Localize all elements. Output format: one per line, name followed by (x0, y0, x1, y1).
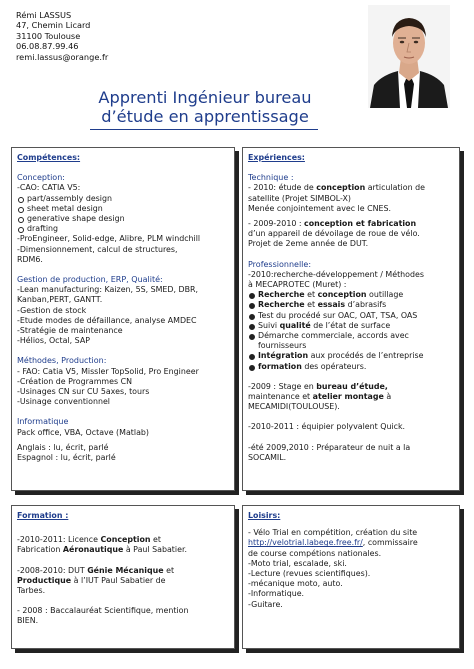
loisir-line: -Moto trial, escalade, ski. (248, 558, 347, 568)
loisir-line (248, 538, 454, 548)
text-span: , commissaire (362, 538, 418, 548)
experience-line: -2010:recherche-développement / Méthodes (248, 269, 424, 279)
formation-section (11, 505, 235, 649)
contact-street: 47, Chemin Licard (16, 20, 91, 31)
loisirs-section (242, 505, 460, 649)
bold-span: Recherche (258, 300, 305, 310)
experience-line: -2010-2011 : équipier polyvalent Quick. (248, 422, 406, 432)
bold-span: qualité (279, 320, 311, 330)
bold-span: Aéronautique (62, 545, 124, 555)
formation-heading: Formation : (17, 511, 69, 520)
bold-span: conception et fabrication (304, 219, 417, 229)
experience-line (248, 219, 454, 229)
title-underline (90, 129, 318, 130)
text-span: -2009 : Stage en (248, 381, 317, 391)
methodes-line: -Création de Programmes CN (17, 376, 132, 386)
formation-line: BIEN. (17, 616, 39, 626)
informatique-title: Informatique (17, 417, 69, 427)
langue-line: Espagnol : lu, écrit, parlé (17, 453, 116, 463)
list-item: sheet metal design (17, 204, 229, 214)
text-span: Suivi (258, 320, 280, 330)
experience-line: SOCAMIL. (248, 452, 287, 462)
experience-line: Projet de 2eme année de DUT. (248, 239, 369, 249)
experience-line (248, 382, 454, 392)
contact-city: 31100 Toulouse (16, 30, 81, 41)
gestion-line: -Stratégie de maintenance (17, 326, 123, 336)
bold-span: Intégration (258, 351, 309, 361)
loisir-line: - Vélo Trial en compétition, création du site (248, 528, 418, 538)
experience-line: MECAMIDI(TOULOUSE). (248, 402, 340, 412)
list-item: generative shape design (17, 214, 229, 224)
conception-line: -ProEngineer, Solid-edge, Alibre, PLM windchill (17, 234, 201, 244)
list-item: Démarche commerciale, accords avec (248, 331, 454, 341)
competences-section (11, 147, 235, 491)
portrait-illustration (368, 5, 450, 108)
formation-line (17, 566, 229, 576)
text-span: de l’état de surface (310, 320, 391, 330)
gestion-line: -Etude modes de défaillance, analyse AMDEC (17, 315, 197, 325)
list-item: Test du procédé sur OAC, OAT, TSA, OAS (248, 311, 454, 321)
experiences-section (242, 147, 460, 491)
list-item: drafting (17, 224, 229, 234)
experiences-heading: Expériences: (248, 153, 305, 162)
bold-span: essais (317, 300, 346, 310)
bold-span: conception (317, 290, 367, 300)
bold-span: formation (258, 361, 302, 371)
text-span: articulation de (365, 183, 425, 193)
text-span: et (304, 300, 318, 310)
list-item-continuation: fournisseurs (258, 341, 307, 351)
list-item (248, 351, 454, 361)
job-title-line-1: Apprenti Ingénieur bureau (98, 88, 312, 107)
gestion-line: -Gestion de stock (17, 305, 87, 315)
job-title-line-2: d’étude en apprentissage (101, 107, 309, 126)
informatique-line: Pack office, VBA, Octave (Matlab) (17, 427, 149, 437)
langue-line: Anglais : lu, écrit, parlé (17, 442, 109, 452)
contact-email: remi.lassus@orange.fr (16, 51, 109, 62)
experience-line (248, 183, 454, 193)
text-span: outillage (366, 290, 404, 300)
experience-line: -été 2009,2010 : Préparateur de nuit a la (248, 442, 411, 452)
contact-phone: 06.08.87.99.46 (16, 41, 79, 52)
bold-span: Recherche (258, 290, 305, 300)
text-span: - 2010: étude de (248, 183, 317, 193)
technique-title: Technique : (248, 173, 294, 183)
gestion-line: -Hélios, Octal, SAP (17, 336, 90, 346)
bold-span: conception (316, 183, 366, 193)
text-span: - 2009-2010 : (248, 219, 305, 229)
text-span: à Paul Sabatier. (123, 545, 187, 555)
conception-line: RDM6. (17, 254, 43, 264)
cao-line: -CAO: CATIA V5: (17, 183, 81, 193)
text-span: des opérateurs. (301, 361, 367, 371)
experience-line: satellite (Projet SIMBOL-X) (248, 193, 351, 203)
experience-line (248, 392, 454, 402)
bold-span: Génie Mécanique (87, 565, 164, 575)
contact-name: Rémi LASSUS (16, 10, 72, 20)
methodes-line: -Usinage conventionnel (17, 397, 110, 407)
text-span: -2008-2010: DUT (17, 565, 88, 575)
pro-title: Professionnelle: (248, 259, 312, 269)
list-item (248, 290, 454, 300)
list-item (248, 300, 454, 310)
text-span: et (304, 290, 318, 300)
methodes-line: - FAO: Catia V5, Missler TopSolid, Pro Engineer (17, 366, 199, 376)
list-item (248, 321, 454, 331)
loisir-line: -Guitare. (248, 599, 283, 609)
conception-title: Conception: (17, 173, 65, 183)
text-span: et (163, 565, 175, 575)
text-span: -2010-2011: Licence (17, 535, 101, 545)
bold-span: bureau d’étude, (316, 381, 388, 391)
profile-photo (368, 5, 450, 108)
text-span: aux procédés de l’entreprise (308, 351, 424, 361)
list-item: part/assembly design (17, 194, 229, 204)
experience-line: à MECAPROTEC (Muret) : (248, 280, 347, 290)
conception-line: -Dimensionnement, calcul de structures, (17, 244, 178, 254)
formation-line: - 2008 : Baccalauréat Scientifique, mention (17, 606, 189, 616)
text-span: à l’IUT Paul Sabatier de (71, 575, 166, 585)
competences-heading: Compétences: (17, 153, 81, 162)
text-span: Fabrication (17, 545, 63, 555)
job-title (60, 88, 350, 126)
experience-line: d’un appareil de dévoilage de roue de vélo. (248, 229, 420, 239)
loisirs-heading: Loisirs: (248, 511, 281, 520)
gestion-title: Gestion de production, ERP, Qualité: (17, 275, 163, 285)
text-span: maintenance et (248, 392, 313, 402)
text-span: d’abrasifs (345, 300, 387, 310)
methodes-line: -Usinages CN sur CU 5axes, tours (17, 387, 150, 397)
text-span: et (150, 535, 162, 545)
loisir-line: de course compétions nationales. (248, 548, 382, 558)
bold-span: Productique (17, 575, 72, 585)
bold-span: atelier montage (312, 392, 384, 402)
formation-line (17, 535, 229, 545)
formation-line: Tarbes. (17, 586, 46, 596)
methodes-title: Méthodes, Production: (17, 356, 107, 366)
loisir-line: -mécanique moto, auto. (248, 579, 343, 589)
contact-block (16, 10, 226, 62)
website-link[interactable]: http://velotrial.labege.free.fr/ (248, 538, 363, 548)
experience-line: Menée conjointement avec le CNES. (248, 203, 392, 213)
gestion-line: Kanban,PERT, GANTT. (17, 295, 103, 305)
text-span: à (383, 392, 392, 402)
loisir-line: -Lecture (revues scientifiques). (248, 569, 371, 579)
loisir-line: -Informatique. (248, 589, 305, 599)
list-item (248, 362, 454, 372)
gestion-line: -Lean manufacturing: Kaizen, 5S, SMED, DBR, (17, 285, 198, 295)
formation-line (17, 545, 229, 555)
formation-line (17, 576, 229, 586)
bold-span: Conception (100, 535, 151, 545)
